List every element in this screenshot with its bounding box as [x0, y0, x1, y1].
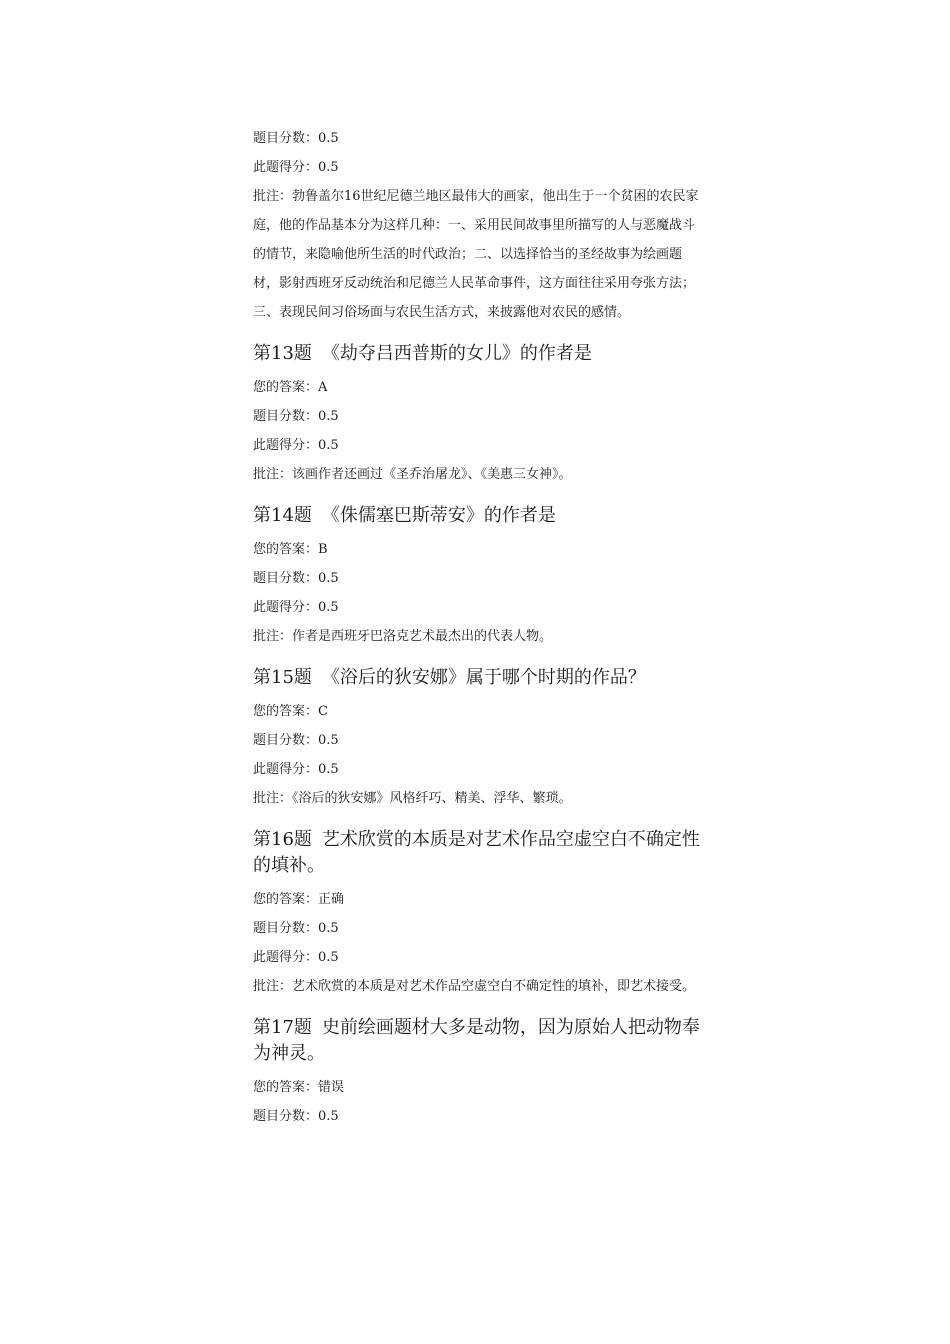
question-score: 题目分数：0.5: [253, 921, 339, 936]
question-comment: 批注：勃鲁盖尔16世纪尼德兰地区最伟大的画家，他出生于一个贫困的农民家庭，他的作品基本分为这样几种：一、采用民间故事里所描写的人与恶魔战斗的情节，来隐喻他所生活的时代政治；二、以选择恰当的圣经故事为绘画题材，影射西班牙反动统治和尼德兰人民革命事件，这方面往往采用夸张方法；三、表现民间习俗场面与农民生活方式，来披露他对农民的感情。: [253, 189, 699, 320]
question-heading: [253, 503, 703, 529]
question-heading: [253, 665, 703, 691]
your-answer: 您的答案：A: [253, 380, 328, 395]
your-answer: 您的答案：C: [253, 704, 328, 719]
question-comment: 批注：艺术欣赏的本质是对艺术作品空虚空白不确定性的填补，即艺术接受。: [253, 979, 696, 994]
question-score: 题目分数：0.5: [253, 1109, 339, 1124]
question-heading: [253, 827, 703, 879]
question-comment: 批注：作者是西班牙巴洛克艺术最杰出的代表人物。: [253, 629, 553, 644]
question-title: 艺术欣赏的本质是对艺术作品空虚空白不确定性的填补。: [253, 829, 700, 876]
question-block-14: [253, 503, 703, 651]
question-comment: 批注：该画作者还画过《圣乔治屠龙》、《美惠三女神》。: [253, 467, 572, 482]
question-score: 题目分数：0.5: [253, 131, 339, 146]
question-points-earned: 此题得分：0.5: [253, 600, 339, 615]
question-points-earned: 此题得分：0.5: [253, 438, 339, 453]
question-number: 第13题: [253, 343, 312, 364]
question-block-16: [253, 827, 703, 1001]
question-heading: [253, 1015, 703, 1067]
question-points-earned: 此题得分：0.5: [253, 762, 339, 777]
question-heading: [253, 341, 703, 367]
your-answer: 您的答案：正确: [253, 892, 345, 907]
question-title: 史前绘画题材大多是动物，因为原始人把动物奉为神灵。: [253, 1017, 700, 1064]
question-title: 《浴后的狄安娜》属于哪个时期的作品？: [321, 667, 646, 688]
question-comment: 批注：《浴后的狄安娜》风格纤巧、精美、浮华、繁琐。: [253, 791, 572, 806]
prev-question-tail: [253, 124, 703, 327]
question-number: 第16题: [253, 829, 312, 850]
question-score: 题目分数：0.5: [253, 733, 339, 748]
question-score: 题目分数：0.5: [253, 571, 339, 586]
document-page: [253, 124, 703, 1131]
question-points-earned: 此题得分：0.5: [253, 950, 339, 965]
question-block-17: [253, 1015, 703, 1131]
question-score: 题目分数：0.5: [253, 409, 339, 424]
question-number: 第15题: [253, 667, 312, 688]
question-title: 《劫夺吕西普斯的女儿》的作者是: [321, 343, 592, 364]
question-block-15: [253, 665, 703, 813]
your-answer: 您的答案：错误: [253, 1080, 345, 1095]
your-answer: 您的答案：B: [253, 542, 328, 557]
question-block-13: [253, 341, 703, 489]
question-number: 第14题: [253, 505, 312, 526]
question-number: 第17题: [253, 1017, 312, 1038]
question-points-earned: 此题得分：0.5: [253, 160, 339, 175]
question-title: 《侏儒塞巴斯蒂安》的作者是: [321, 505, 556, 526]
